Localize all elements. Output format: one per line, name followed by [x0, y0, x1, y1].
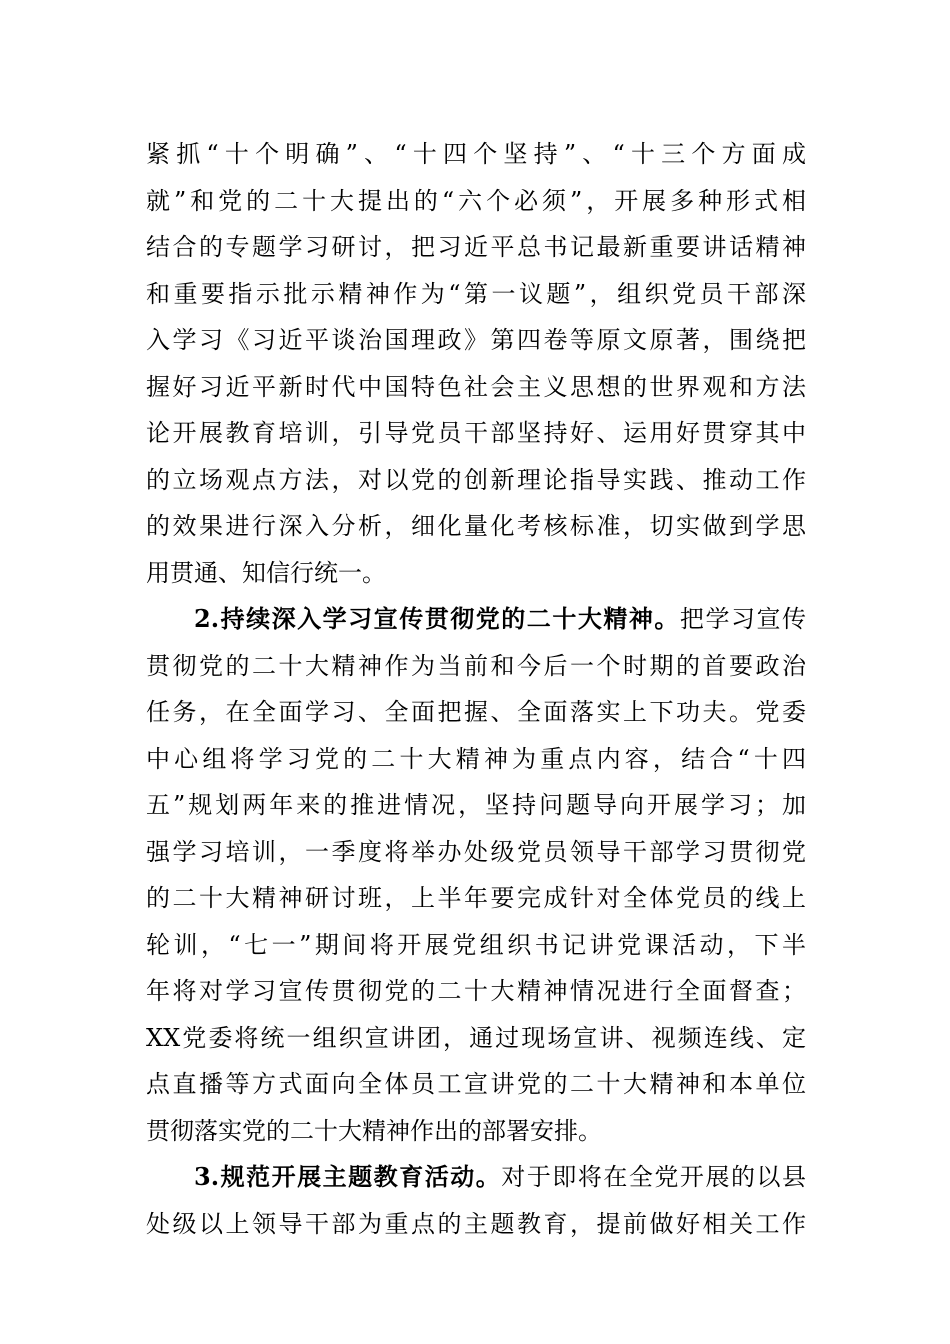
heading-continuation: 把学习宣传	[679, 605, 806, 633]
text-line: 的立场观点方法，对以党的创新理论指导实践、推动工作	[146, 465, 806, 494]
text-line: 五”规划两年来的推进情况，坚持问题导向开展学习；加	[146, 791, 806, 819]
text-line: 轮训，“七一”期间将开展党组织书记讲党课活动，下半	[146, 930, 806, 959]
text-line: 处级以上领导干部为重点的主题教育，提前做好相关工作	[146, 1209, 806, 1238]
heading-continuation: 对于即将在全党开展的以县	[501, 1163, 807, 1191]
body-text	[146, 131, 806, 1247]
text-line	[146, 1154, 806, 1201]
text-line: 用贯通、知信行统一。	[146, 558, 386, 587]
text-line: 中心组将学习党的二十大精神为重点内容，结合“十四	[146, 744, 806, 773]
text-line: 入学习《习近平谈治国理政》第四卷等原文原著，围绕把	[146, 326, 806, 354]
text-line: 结合的专题学习研讨，把习近平总书记最新重要讲话精神	[146, 233, 806, 261]
text-line: 的效果进行深入分析，细化量化考核标准，切实做到学思	[146, 512, 806, 540]
text-line: 点直播等方式面向全体员工宣讲党的二十大精神和本单位	[146, 1070, 806, 1098]
text-line: 贯彻落实党的二十大精神作出的部署安排。	[146, 1116, 602, 1145]
paragraph-1	[146, 131, 806, 596]
text-line: 和重要指示批示精神作为“第一议题”，组织党员干部深	[146, 279, 806, 308]
text-line: 紧抓“十个明确”、“十四个坚持”、“十三个方面成	[146, 140, 806, 168]
section-heading-2: 2.持续深入学习宣传贯彻党的二十大精神。	[194, 604, 680, 633]
text-line: XX党委将统一组织宣讲团，通过现场宣讲、视频连线、定	[146, 1023, 806, 1052]
text-line: 论开展教育培训，引导党员干部坚持好、运用好贯穿其中	[146, 419, 806, 447]
text-line: 年将对学习宣传贯彻党的二十大精神情况进行全面督查；	[146, 977, 806, 1005]
text-line: 就”和党的二十大提出的“六个必须”，开展多种形式相	[146, 186, 806, 215]
text-line	[146, 596, 806, 643]
text-line: 任务，在全面学习、全面把握、全面落实上下功夫。党委	[146, 698, 806, 726]
text-line: 握好习近平新时代中国特色社会主义思想的世界观和方法	[146, 372, 806, 401]
text-line: 强学习培训，一季度将举办处级党员领导干部学习贯彻党	[146, 837, 806, 866]
text-line: 的二十大精神研讨班，上半年要完成针对全体党员的线上	[146, 884, 806, 912]
text-line: 贯彻党的二十大精神作为当前和今后一个时期的首要政治	[146, 651, 806, 680]
section-heading-3: 3.规范开展主题教育活动。	[194, 1162, 502, 1191]
paragraph-3	[146, 1154, 806, 1247]
paragraph-2	[146, 596, 806, 1154]
